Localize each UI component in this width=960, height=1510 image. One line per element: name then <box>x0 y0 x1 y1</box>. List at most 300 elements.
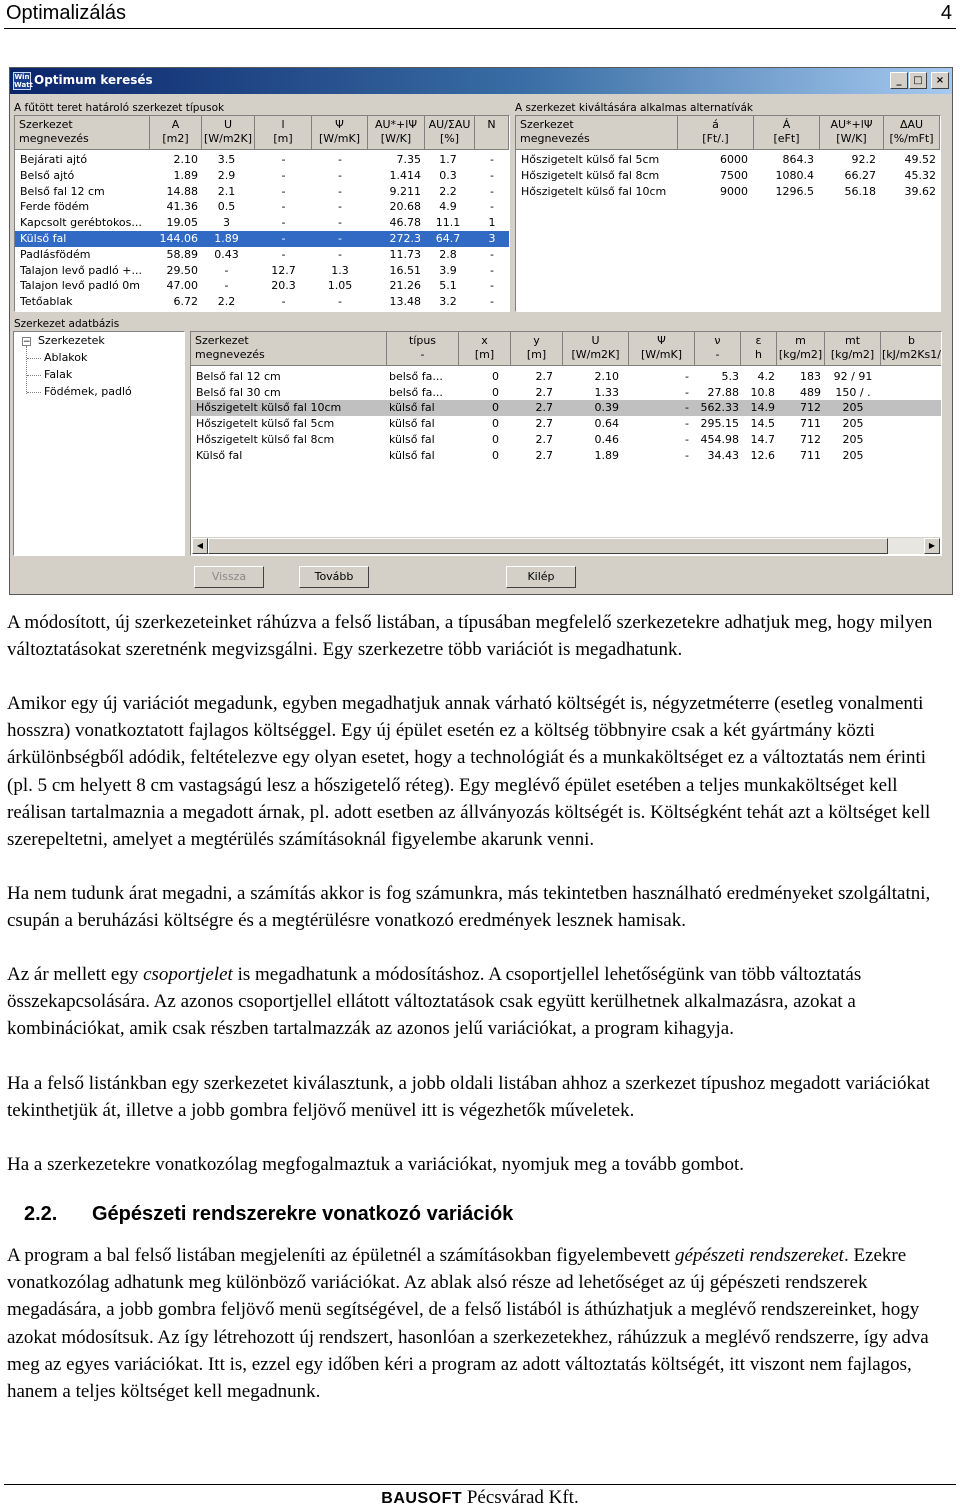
table-cell: - <box>685 401 689 415</box>
table-cell: Padlásfödém <box>20 247 91 261</box>
table-cell: belső fa... <box>389 370 443 383</box>
table-cell: 21.26 <box>389 279 421 293</box>
column-header-unit: [W/K] <box>380 132 412 145</box>
table-cell: 0 <box>492 417 499 431</box>
table-row[interactable] <box>516 152 940 168</box>
column-header[interactable] <box>387 332 459 366</box>
column-header[interactable] <box>754 116 820 150</box>
db-group-label: Szerkezet adatbázis <box>14 318 120 330</box>
page-footer <box>0 1487 960 1509</box>
column-header[interactable] <box>475 116 509 150</box>
table-row[interactable] <box>15 231 509 247</box>
table-cell: 2.7 <box>535 401 553 415</box>
table-cell: 46.78 <box>389 216 421 230</box>
table-cell: Ferde födém <box>20 200 90 214</box>
column-header[interactable] <box>15 116 150 150</box>
table-cell: - <box>281 216 286 230</box>
table-row[interactable] <box>191 400 941 416</box>
table-cell: 7.35 <box>396 153 421 166</box>
table-cell: 183 <box>800 370 821 383</box>
types-table[interactable] <box>14 115 510 312</box>
table-cell: 454.98 <box>700 432 739 446</box>
table-cell: 0 <box>492 385 499 399</box>
table-cell: - <box>224 263 229 277</box>
column-header-unit: [%] <box>439 132 460 145</box>
table-cell: 1.3 <box>331 263 349 277</box>
page-header-title: Optimalizálás <box>6 2 127 24</box>
table-cell: - <box>281 168 286 182</box>
table-cell: 2.8 <box>439 247 457 261</box>
table-cell: - <box>490 263 494 277</box>
table-cell: 1.7 <box>439 153 457 166</box>
table-cell: 5.3 <box>721 370 739 383</box>
table-cell: 66.27 <box>844 168 876 182</box>
table-cell: - <box>281 153 286 166</box>
table-cell: - <box>490 153 494 166</box>
column-header-unit: [kg/m2] <box>778 348 823 361</box>
column-header-label: típus <box>408 334 437 347</box>
paragraph-6: Ha a szerkezetekre vonatkozólag megfogalmaztuk a variációkat, nyomjuk meg a tovább gombot. <box>7 1154 745 1175</box>
table-row[interactable] <box>191 448 941 464</box>
page-number: 4 <box>940 2 952 24</box>
table-cell: Külső fal <box>20 232 67 245</box>
table-cell: Kapcsolt gerébtokos... <box>20 216 142 230</box>
table-cell: 205 <box>842 401 864 415</box>
column-header[interactable] <box>741 332 777 366</box>
column-header-unit: [W/m2K] <box>571 348 620 361</box>
table-cell: 29.50 <box>166 263 198 277</box>
bausoft-logo: BAUSOFT <box>381 1490 463 1507</box>
column-header-unit: megnevezés <box>520 132 590 145</box>
column-header-unit: [m] <box>273 132 293 145</box>
column-header-label: b <box>908 334 915 347</box>
table-cell: 144.06 <box>159 232 198 245</box>
column-header-label: ε <box>755 334 762 347</box>
scroll-right-icon[interactable]: ▶ <box>924 538 940 554</box>
footer-rule <box>4 1484 956 1485</box>
table-cell: - <box>685 370 689 383</box>
table-cell: - <box>490 279 494 293</box>
paragraph-5: Ha a felső listánkban egy szerkezetet kiválasztunk, a jobb oldali listában ahhoz a szerkezet típushoz megadott variációkat tekinthetjük át, illetve a jobb gombra feljövő menüvel itt is végezhetők műveletek. <box>7 1073 930 1122</box>
table-cell: 1.89 <box>173 168 198 182</box>
table-cell: 0.43 <box>214 247 239 261</box>
table-cell: 12.7 <box>271 263 296 277</box>
section-number: 2.2. <box>24 1203 58 1225</box>
table-cell: 12.6 <box>750 448 775 462</box>
table-row[interactable] <box>191 385 941 401</box>
column-header-unit: [kg/m2] <box>830 348 875 361</box>
column-header-unit: [kJ/m2Ks1/ <box>882 348 941 361</box>
table-row[interactable] <box>15 199 509 215</box>
table-row[interactable] <box>15 184 509 200</box>
column-header-unit: [%/mFt] <box>889 132 934 145</box>
table-cell: 39.62 <box>904 184 936 198</box>
column-header-unit: [W/K] <box>836 132 867 145</box>
column-header-label: Szerkezet <box>195 334 249 347</box>
column-header-unit: [Ft/.] <box>702 132 729 145</box>
tree-connector <box>26 346 27 394</box>
column-header-unit: [m] <box>526 348 547 361</box>
table-cell: 49.52 <box>904 153 936 166</box>
table-cell: 92.2 <box>851 153 876 166</box>
maximize-button[interactable]: □ <box>909 72 927 89</box>
table-cell: - <box>281 232 286 245</box>
table-cell: külső fal <box>389 432 435 446</box>
table-cell: 205 <box>842 432 864 446</box>
table-cell: - <box>685 385 689 399</box>
table-cell: 0 <box>492 401 499 415</box>
table-cell: 711 <box>800 417 821 431</box>
column-header-unit: - <box>715 348 720 361</box>
footer-company: Pécsvárad Kft. <box>466 1487 579 1508</box>
table-cell: 58.89 <box>166 247 198 261</box>
structure-db-table[interactable] <box>190 331 942 556</box>
table-cell: 1080.4 <box>775 168 814 182</box>
column-header-label: x <box>481 334 488 347</box>
column-header[interactable] <box>629 332 695 366</box>
table-cell: Talajon levő padló 0m <box>20 279 140 293</box>
column-header-label: U <box>223 118 233 131</box>
table-cell: Belső ajtó <box>20 168 75 182</box>
table-cell: 295.15 <box>700 417 739 431</box>
table-cell: 45.32 <box>904 168 936 182</box>
table-cell: Külső fal <box>196 448 243 462</box>
column-header-label: á <box>712 118 719 131</box>
tree-node-slabs[interactable]: Födémek, padló <box>44 385 132 398</box>
table-cell: 712 <box>800 401 821 415</box>
table-cell: 0 <box>492 432 499 446</box>
table-cell: külső fal <box>389 417 435 431</box>
column-header[interactable] <box>825 332 881 366</box>
table-cell: 27.88 <box>707 385 739 399</box>
table-cell: Hőszigetelt külső fal 10cm <box>521 184 667 198</box>
alternatives-table[interactable] <box>515 115 941 312</box>
table-cell: 205 <box>842 448 864 462</box>
column-header[interactable] <box>459 332 511 366</box>
types-group-label: A fűtött teret határoló szerkezet típusok <box>14 102 225 114</box>
table-row[interactable] <box>191 369 941 385</box>
db-table-header <box>191 332 941 366</box>
section-title: Gépészeti rendszerekre vonatkozó variációk <box>92 1203 514 1225</box>
column-header[interactable] <box>202 116 255 150</box>
column-header[interactable] <box>516 116 678 150</box>
table-cell: külső fal <box>389 448 435 462</box>
tree-node-walls[interactable]: Falak <box>44 368 73 381</box>
optimum-search-window <box>9 67 953 595</box>
column-header[interactable] <box>312 116 368 150</box>
table-cell: 0 <box>492 448 499 462</box>
table-cell: 9000 <box>720 184 748 198</box>
table-cell: 0.5 <box>217 200 236 214</box>
table-cell: 205 <box>842 417 864 431</box>
table-cell: 4.2 <box>757 370 775 383</box>
column-header[interactable] <box>425 116 475 150</box>
exit-button[interactable]: Kilép <box>506 566 576 588</box>
table-cell: 1 <box>488 216 496 230</box>
scrollbar-thumb[interactable] <box>208 538 888 554</box>
column-header-unit: [W/mK] <box>318 132 361 145</box>
table-row[interactable] <box>191 432 941 448</box>
table-cell: 150 / . <box>835 385 871 399</box>
tree-connector <box>27 375 41 376</box>
table-cell: 0.39 <box>594 401 619 415</box>
column-header-label: AU*+lΨ <box>830 118 873 131</box>
paragraph-2: Amikor egy új variációt megadunk, egyben megadhatjuk annak várható költségét is, négyzetméterre (esetleg vonalmenti hosszra) vonatkoztatott fajlagos költséggel. Egy új épület esetén ez a költség többnyire csak a két gyártmány közti árkülönbségből adódik, feltételezve egy olyan esetet, hogy a technológiát és a munkaköltséget ez a változtatás nem érinti (pl. 5 cm helyett 8 cm vastagságú lesz a hőszigetelő réteg). Egy meglévő épület esetében a teljes munkaköltséget kell reálisan tartalmaznia a megadott árnak, pl. adott esetben az állványozás költségét is. Költségként tehát azt a költséget kell szerepeltetni, amelyet a megtérülés számításoknál figyelembe akarunk venni. <box>7 693 931 851</box>
table-cell: Tetőablak <box>20 295 73 309</box>
table-cell: 56.18 <box>844 184 876 198</box>
paragraph-7 <box>7 1242 955 1405</box>
column-header[interactable] <box>881 332 942 366</box>
column-header-label: AU*+lΨ <box>374 118 417 131</box>
table-cell: - <box>338 153 342 166</box>
table-row[interactable] <box>15 278 509 294</box>
table-cell: 16.51 <box>389 263 421 277</box>
table-cell: 2.9 <box>217 168 236 182</box>
table-cell: 41.36 <box>166 200 198 214</box>
column-header-label: mt <box>844 334 861 347</box>
paragraph-4 <box>7 961 955 1043</box>
table-cell: 0.46 <box>594 432 619 446</box>
alternatives-table-header <box>516 116 940 150</box>
tree-connector <box>27 392 41 393</box>
table-cell: 2.1 <box>217 184 236 198</box>
table-cell: - <box>685 417 689 431</box>
table-cell: 20.3 <box>271 279 296 293</box>
paragraph-4-italic: csoportjelet <box>143 964 233 985</box>
column-header[interactable] <box>150 116 202 150</box>
column-header[interactable] <box>678 116 754 150</box>
close-button[interactable]: × <box>931 72 949 89</box>
table-cell: - <box>338 216 342 230</box>
table-cell: Hőszigetelt külső fal 10cm <box>196 401 342 415</box>
column-header-label: y <box>533 334 540 347</box>
table-cell: 2.10 <box>594 370 619 383</box>
table-cell: 4.9 <box>439 200 457 214</box>
table-cell: - <box>338 168 342 182</box>
tree-connector <box>27 358 41 359</box>
column-header-label: AU/ΣAU <box>428 118 471 131</box>
table-row[interactable] <box>15 152 509 168</box>
column-header-label: Ψ <box>335 118 344 131</box>
table-cell: 13.48 <box>389 295 421 309</box>
table-cell: 11.73 <box>389 247 421 261</box>
column-header-label: N <box>487 118 496 131</box>
table-cell: - <box>338 184 342 198</box>
table-cell: 14.88 <box>166 184 198 198</box>
column-header[interactable] <box>191 332 387 366</box>
window-title: Optimum keresés <box>34 73 153 87</box>
tree-node-root[interactable]: Szerkezetek <box>38 334 105 347</box>
table-cell: - <box>338 295 342 309</box>
table-cell: - <box>338 247 342 261</box>
column-header-label: m <box>795 334 806 347</box>
column-header-unit: h <box>755 348 762 361</box>
table-cell: Hőszigetelt külső fal 5cm <box>521 153 660 166</box>
table-row[interactable] <box>15 263 509 279</box>
next-button[interactable]: Tovább <box>299 566 369 588</box>
column-header-label: l <box>281 118 285 131</box>
column-header-label: Szerkezet <box>520 118 574 131</box>
column-header[interactable] <box>820 116 884 150</box>
column-header-label: Á <box>782 118 791 131</box>
table-cell: 9.211 <box>389 184 421 198</box>
column-header-label: Szerkezet <box>19 118 73 131</box>
table-cell: 489 <box>800 385 821 399</box>
section-heading <box>24 1203 513 1226</box>
column-header-unit: - <box>420 348 425 361</box>
table-cell: 14.5 <box>750 417 775 431</box>
table-cell: 5.1 <box>439 279 457 293</box>
column-header-unit: megnevezés <box>195 348 265 361</box>
table-cell: - <box>490 168 494 182</box>
paragraph-7-text: . Ezekre vonatkozólag adhatunk meg különböző variációkat. Az ablak alsó része ad lehetőséget az új gépészeti rendszerek megadására, a jobb gombra feljövő menü segítségével, de a felső listából is áthúzhatjuk a meglévő rendszereinket, hogy azokat módosítsuk. Az így létrehozott új rendszert, hasonlóan a szerkezetekhez, ráhúzzuk a meglévő rendszerre, így adva meg az egyes variációkat. Itt is, ezzel egy időben kéri a program az adott változtatás költségét, itt viszont nem fajlagos, hanem a teljes költséget kell megadnunk. <box>7 1245 929 1403</box>
types-table-header <box>15 116 509 150</box>
column-header-unit: [eFt] <box>773 132 800 145</box>
table-cell: 3.2 <box>439 295 457 309</box>
table-cell: 6000 <box>720 153 748 166</box>
table-cell: - <box>490 184 494 198</box>
table-row[interactable] <box>15 294 509 310</box>
table-cell: 864.3 <box>782 153 814 166</box>
table-cell: 19.05 <box>166 216 198 230</box>
column-header-unit: [m2] <box>162 132 189 145</box>
table-cell: 14.7 <box>750 432 775 446</box>
column-header[interactable] <box>777 332 825 366</box>
column-header-label: ν <box>714 334 721 347</box>
column-header[interactable] <box>511 332 563 366</box>
table-cell: - <box>224 279 229 293</box>
window-titlebar[interactable] <box>10 68 952 94</box>
table-cell: 2.7 <box>535 370 553 383</box>
table-cell: - <box>281 184 286 198</box>
table-cell: 562.33 <box>700 401 739 415</box>
table-cell: - <box>338 200 342 214</box>
table-cell: Belső fal 30 cm <box>196 385 281 399</box>
table-cell: 3.9 <box>439 263 457 277</box>
table-cell: Hőszigetelt külső fal 5cm <box>196 417 335 431</box>
table-cell: 1.33 <box>594 385 619 399</box>
table-cell: 2.10 <box>173 153 198 166</box>
table-row[interactable] <box>516 184 940 200</box>
table-cell: 2.7 <box>535 385 553 399</box>
table-cell: - <box>685 432 689 446</box>
table-cell: 2.7 <box>535 432 553 446</box>
table-row[interactable] <box>15 168 509 184</box>
table-cell: Bejárati ajtó <box>20 153 88 166</box>
back-button[interactable]: Vissza <box>194 566 264 588</box>
paragraph-7-text: A program a bal felső listában megjeleníti az épületnél a számításokban figyelembevett <box>7 1245 675 1266</box>
table-cell: 10.8 <box>750 385 775 399</box>
table-cell: 11.1 <box>435 216 461 230</box>
column-header-unit: [m] <box>474 348 495 361</box>
table-row[interactable] <box>516 168 940 184</box>
table-cell: Hőszigetelt külső fal 8cm <box>521 168 660 182</box>
table-cell: 1.89 <box>594 448 619 462</box>
table-cell: 2.2 <box>217 295 236 309</box>
table-row[interactable] <box>15 247 509 263</box>
column-header[interactable] <box>255 116 312 150</box>
table-cell: 6.72 <box>173 295 198 309</box>
horizontal-scrollbar[interactable] <box>192 537 940 554</box>
alternatives-group-label: A szerkezet kiváltására alkalmas alternatívák <box>515 102 753 114</box>
table-cell: 272.3 <box>389 232 421 245</box>
minimize-button[interactable]: _ <box>890 72 908 89</box>
table-cell: 64.7 <box>435 232 461 245</box>
table-cell: 2.7 <box>535 448 553 462</box>
scroll-left-icon[interactable]: ◀ <box>192 538 208 554</box>
column-header-unit: [W/mK] <box>640 348 683 361</box>
table-cell: 1296.5 <box>775 184 814 198</box>
tree-node-windows[interactable]: Ablakok <box>44 351 88 364</box>
table-cell: - <box>281 247 286 261</box>
page-header <box>0 0 960 28</box>
column-header-label: Ψ <box>657 334 666 347</box>
table-cell: 20.68 <box>389 200 421 214</box>
table-cell: 92 / 91 <box>833 370 873 383</box>
table-cell: 3.5 <box>217 153 236 166</box>
table-cell: 7500 <box>720 168 748 182</box>
tree-collapse-toggle[interactable]: − <box>23 337 31 347</box>
paragraph-1: A módosított, új szerkezeteinket ráhúzva a felső listában, a típusában megfelelő szerkezetekre adhatjuk meg, hogy milyen változtatásokat szeretnénk megvizsgálni. Egy szerkezetre több variációt is megadhatunk. <box>7 612 933 661</box>
table-cell: Belső fal 12 cm <box>20 184 105 198</box>
table-row[interactable] <box>191 416 941 432</box>
table-cell: 0.3 <box>439 168 457 182</box>
paragraph-7-italic: gépészeti rendszereket <box>674 1245 844 1266</box>
column-header[interactable] <box>368 116 425 150</box>
table-cell: 14.9 <box>750 401 775 415</box>
table-cell: 1.414 <box>389 168 421 182</box>
table-cell: - <box>490 247 494 261</box>
table-cell: 2.2 <box>439 184 457 198</box>
table-cell: - <box>685 448 689 462</box>
table-cell: külső fal <box>389 401 435 415</box>
table-cell: 47.00 <box>166 279 198 293</box>
table-cell: belső fa... <box>389 385 443 399</box>
column-header-label: A <box>171 118 180 131</box>
header-rule <box>4 28 956 29</box>
table-cell: - <box>490 200 494 214</box>
table-cell: - <box>281 295 286 309</box>
table-cell: Hőszigetelt külső fal 8cm <box>196 432 335 446</box>
table-cell: 3 <box>223 216 230 230</box>
table-cell: 0.64 <box>594 417 619 431</box>
app-icon: Win Watt <box>14 73 33 89</box>
paragraph-4-text: is megadhatunk a módosításhoz. A csoportjellel lehetőségünk van több változtatás összekapcsolására. Az azonos csoportjellel ellátott változtatások csak együtt kerülhetnek alkalmazásra, azokat a kombinációkat, amik csak részben tartalmazzák az azonos jelű variációkat, a program kihagyja. <box>7 964 862 1040</box>
table-cell: 1.89 <box>214 232 239 245</box>
table-row[interactable] <box>15 215 509 231</box>
table-cell: 34.43 <box>707 448 739 462</box>
column-header-label: U <box>591 334 600 347</box>
table-cell: 3 <box>488 232 496 245</box>
column-header-unit: megnevezés <box>19 132 89 145</box>
column-header[interactable] <box>695 332 741 366</box>
table-cell: - <box>281 200 286 214</box>
column-header-unit: [W/m2K] <box>203 132 253 145</box>
table-cell: Belső fal 12 cm <box>196 370 281 383</box>
table-cell: - <box>490 295 494 309</box>
column-header[interactable] <box>884 116 940 150</box>
table-cell: Talajon levő padló +... <box>20 263 142 277</box>
column-header[interactable] <box>563 332 629 366</box>
table-cell: - <box>338 232 342 245</box>
structure-tree[interactable] <box>13 331 185 556</box>
paragraph-4-text: Az ár mellett egy <box>7 964 144 985</box>
table-cell: 2.7 <box>535 417 553 431</box>
table-cell: 711 <box>800 448 821 462</box>
table-cell: 712 <box>800 432 821 446</box>
table-cell: 1.05 <box>327 279 353 293</box>
paragraph-3: Ha nem tudunk árat megadni, a számítás akkor is fog számunkra, más tekintetben használható eredményeket szolgáltatni, csupán a beruházási költségre és a megtérülésre vonatkozó eredmények lesznek hamisak. <box>7 883 931 932</box>
